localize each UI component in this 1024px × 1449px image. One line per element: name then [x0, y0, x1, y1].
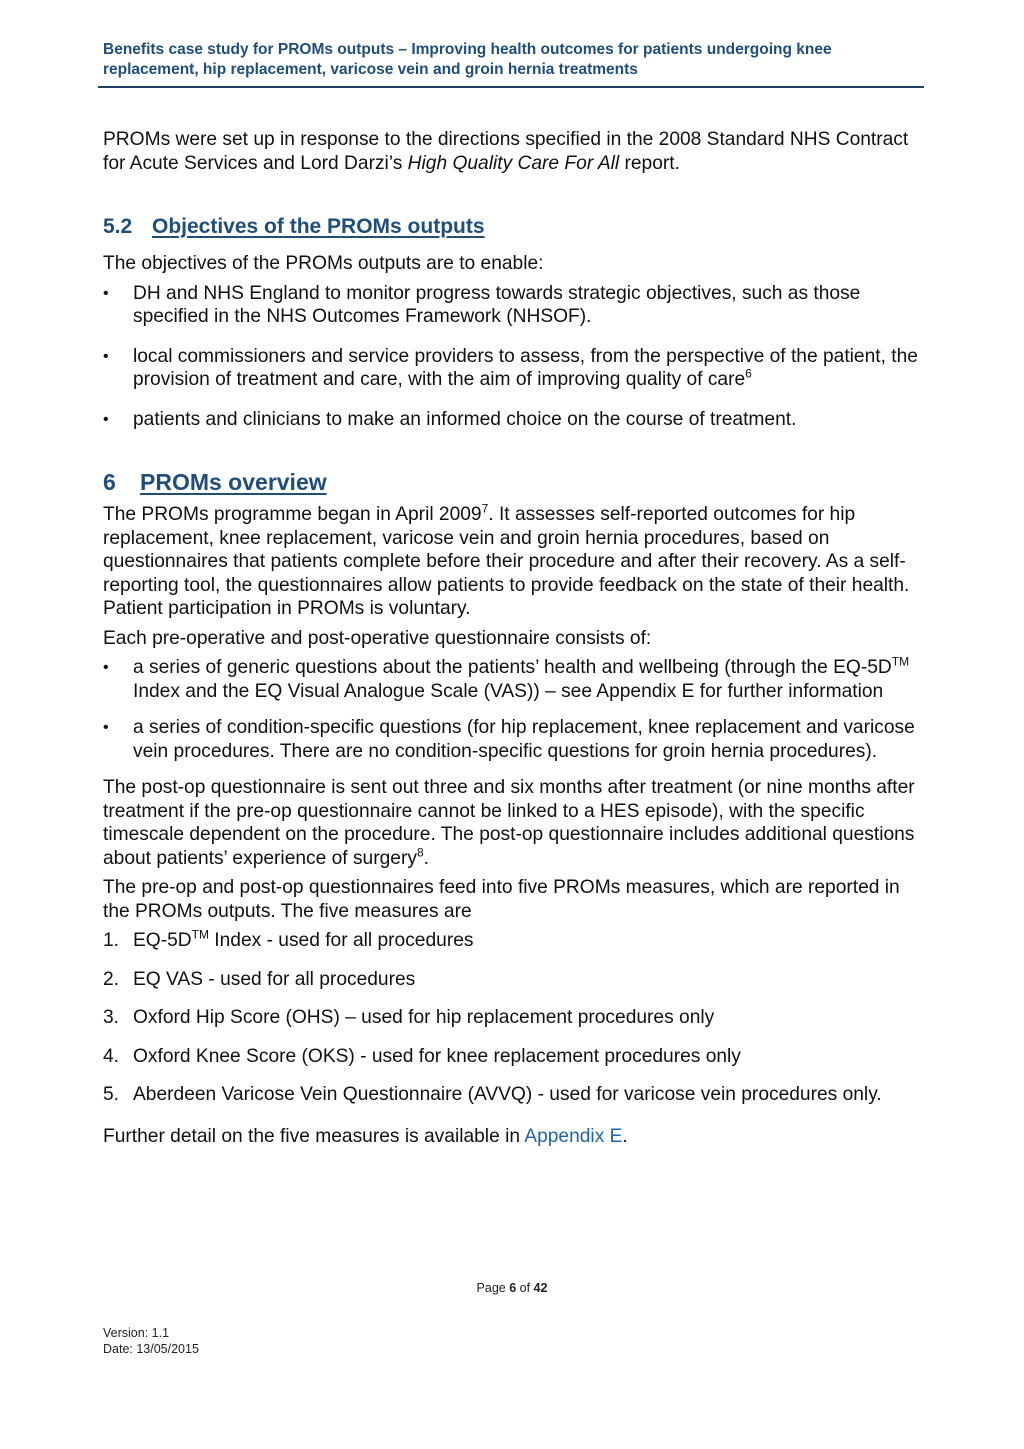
trademark-sup: TM [191, 927, 209, 942]
list-item: 4. Oxford Knee Score (OKS) - used for knee replacement procedures only [103, 1045, 741, 1067]
measures-lead: The pre-op and post-op questionnaires feed into five PROMs measures, which are reported in the PROMs outputs. The five measures are [103, 877, 900, 922]
footer-meta [103, 1325, 199, 1357]
header-divider [98, 86, 924, 88]
report-title: High Quality Care For All [407, 152, 620, 174]
footnote-ref: 7 [481, 501, 489, 516]
bullet-icon: • [103, 719, 109, 736]
bullet-icon: • [103, 347, 109, 365]
version-label: Version: 1.1 [103, 1326, 170, 1340]
questionnaire-lead: Each pre-operative and post-operative questionnaire consists of: [103, 627, 652, 649]
bullet-icon: • [103, 284, 109, 302]
section-number: 6 [103, 469, 116, 495]
list-item: • a series of condition-specific questions (for hip replacement, knee replacement and varicose vein procedures. There are no condition-specific questions for groin hernia procedures). [103, 717, 915, 762]
section-number: 5.2 [103, 215, 133, 238]
list-item: 5. Aberdeen Varicose Vein Questionnaire (AVVQ) - used for varicose vein procedures only. [103, 1084, 882, 1105]
overview-paragraph: The PROMs programme began in April 2009$^7$. It assesses self-reported outcomes for hip replacement, knee replacement, varicose vein and groin hernia procedures, based on questionnaires that patients complete before their procedure and after their recovery. As a self-reporting tool, the questionnaires allow patients to provide feedback on the state of their health. Patient participation in PROMs is voluntary. [103, 501, 910, 619]
postop-paragraph: The post-op questionnaire is sent out three and six months after treatment (or nine months after treatment if the pre-op questionnaire cannot be linked to a HES episode), with the specific timescale dependent on the procedure. The post-op questionnaire includes additional questions about patients’ experience of surgery$^8$. [103, 777, 915, 869]
list-item: 2. EQ VAS - used for all procedures [103, 968, 416, 990]
objectives-list [103, 282, 923, 432]
intro-paragraph: PROMs were set up in response to the directions specified in the 2008 Standard NHS Contract for Acute Services and Lord Darzi’s High Quality Care For All report. [103, 129, 909, 174]
date-label: Date: 13/05/2015 [103, 1342, 199, 1356]
section-title: Objectives of the PROMs outputs [152, 215, 485, 238]
footnote-ref: 8 [416, 845, 424, 860]
footnote-ref: 6 [745, 366, 752, 381]
list-item: 1. EQ-5D™ Index - used for all procedures [103, 927, 474, 951]
objectives-lead: The objectives of the PROMs outputs are to enable: [103, 253, 544, 274]
questionnaire-list [103, 656, 923, 763]
further-detail-paragraph: Further detail on the five measures is available in Appendix E. [103, 1125, 628, 1147]
page-number: Page 6 of 42 [476, 1281, 548, 1295]
trademark-sup: TM [891, 654, 910, 669]
main-content [103, 128, 923, 1148]
list-item: • DH and NHS England to monitor progress towards strategic objectives, such as those specified in the NHS Outcomes Framework (NHSOF). [103, 282, 861, 327]
list-item: • local commissioners and service providers to assess, from the perspective of the patient, the provision of treatment and care, with the aim of improving quality of care$^6$ [103, 345, 918, 390]
list-item: 3. Oxford Hip Score (OHS) – used for hip replacement procedures only [103, 1007, 715, 1028]
list-item: • patients and clinicians to make an informed choice on the course of treatment. [103, 408, 797, 430]
bullet-icon: • [103, 410, 109, 428]
header-title: Benefits case study for PROMs outputs – Improving health outcomes for patients undergoing knee replacement, hip replacement, varicose vein and groin hernia treatments [103, 41, 832, 78]
appendix-e-link[interactable]: Appendix E [524, 1125, 623, 1147]
page-header [103, 40, 923, 80]
measures-list [103, 929, 923, 1107]
bullet-icon: • [103, 659, 109, 676]
section-5-2-heading [103, 214, 923, 240]
section-6-heading [103, 468, 923, 496]
section-title: PROMs overview [140, 469, 327, 495]
list-item: • a series of generic questions about the patients’ health and wellbeing (through the EQ-5D™ Index and the EQ Visual Analogue Scale (VAS)) – see Appendix E for further information [103, 654, 910, 702]
